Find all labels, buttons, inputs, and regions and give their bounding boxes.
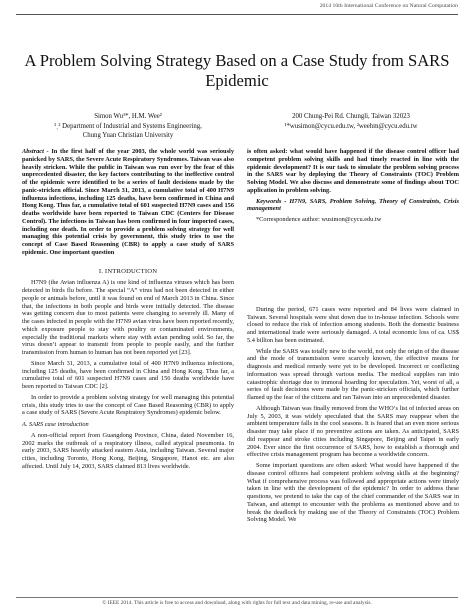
- address-line: 200 Chung-Pei Rd. Chungli, Taiwan 32023: [292, 113, 410, 120]
- author-affiliation-right: [246, 112, 456, 131]
- section-introduction-heading: I. INTRODUCTION: [98, 267, 158, 275]
- correspondence-note: *Correspondence author: wusimon@cycu.edu.tw: [256, 216, 382, 223]
- paper-title: A Problem Solving Strategy Based on a Case Study from SARS Epidemic: [24, 51, 450, 90]
- sars-paragraph-1: A non-official report from Guangdong Province, China, dated November 16, 2002 marks the outbreak of a respiratory illness, called atypical pneumonia. In early 2003, SARS heavily attacked eastern Asia, including Taiwan. Several major cities, including Toronto, Hong Kong, Beijing, Singapore, Hanoi etc. are also affected. Until July 14, 2003, SARS claimed 813 lives worldwide.: [22, 431, 234, 470]
- author-affiliation-left: [22, 112, 234, 141]
- author-names: Simon Wu¹*, H.M. Wee²: [94, 113, 162, 120]
- intro-paragraph-1: H7N9 (the Avian influenza A) is one kind of influenza viruses which has been detected in birds flu before. The special “A” virus had not been detected in either people or animals before, until it was found on end of March 2013 in China. Since that, the infections in both people and birds were initially detected. The disease was getting concern due to most patients were changing to severely ill. Many of the cases infected in people with the H7N9 avian virus have been reported recently, which exposure people to stay with poultry or contaminated environments, especially the traditional markets where stay with avian pending sold. So far, the virus doesn’t appear to transmit from people to people easily, and the further transmission from human to human has not been reported yet [23].: [22, 279, 234, 356]
- abstract-continued: is often asked: what would have happened if the disease control officer had competent problem solving skills and had timely reacted in line with the epidemic development? It is our task to simulate the problem solving process in the SARS war by deploying the Theory of Constraints (TOC) Problem Solving Model. We also discuss and demonstrate some of findings about TOC application in problem solving.: [247, 148, 459, 194]
- column-spacer: [247, 227, 459, 306]
- conference-header: 2014 10th International Conference on Natural Computation: [319, 3, 458, 9]
- abstract: [22, 148, 234, 257]
- intro-paragraph-3: In order to provide a problem solving strategy for well managing this potential crisis, this study tries to use the concept of Case Based Reasoning (CBR) to apply a case study of SARS (Severe Acute Respiratory Syndromes) epidemic below.: [22, 393, 234, 417]
- copyright-footer: © IEEE 2014. This article is free to access and download, along with rights for full text and data mining, re-use and analysis.: [102, 600, 372, 606]
- right-column: [247, 148, 459, 527]
- right-paragraph-1: During the period, 671 cases were reported and 84 lives were claimed in Taiwan. Several hospitals were shut down due to in-house infection. Schools were closed to reduce the risk of infection among students. Both the domestic business and international trade were seriously damaged. A total economic loss of ca. US$ 5.4 billion has been estimated.: [247, 305, 459, 344]
- left-column: [22, 148, 234, 474]
- email-line: ¹*wusimon@cycu.edu.tw, ²weehm@cycu.edu.tw: [284, 122, 418, 130]
- department-line: ¹ˎ² Department of Industrial and Systems Engineering,: [54, 122, 202, 130]
- abstract-text: - In the first half of the year 2003, the whole world was seriously panicked by SARS, the Severe Acute Respiratory Syndromes. Taiwan was also heavily stricken. While the public in Taiwan was run over by the fear of this unprecedented disaster, the key factors contributing to the ineffective control of the epidemic were identified to be a series of fault decisions made by the panic-stricken official. Since March 31, 2013, a cumulative total of 400 H7N9 influenza infections, including 125 deaths, have been confirmed in China and Hong Kong. Thus far, a cumulative total of 601 suspected H7N9 cases and 156 deaths worldwide have been reported to Taiwan CDC (Centers for Disease Control). The infections in Taiwan has been confirmed in four imported cases, including one death. In order to provide a problem solving strategy for well managing this potential crisis by government, this study tries to use the concept of Case Based Reasoning (CBR) to apply a case study of SARS epidemic. One important question: [22, 148, 234, 256]
- right-paragraph-3: Although Taiwan was finally removed from the WHO’s list of infected areas on July 5, 2003, it was widely speculated that the SARS may reappear when the ambient temperature falls in the cool seasons. It is feared that an even more serious disaster may take place if no preventive actions are taken. As anticipated, SARS did reappear and stroke cities including Singapore, Beijing and Taipei in early 2004. Ever since the first occurrence of SARS, how to establish a thorough and effective crisis management program has become a worldwide concern.: [247, 404, 459, 459]
- intro-paragraph-2: Since March 31, 2013, a cumulative total of 400 H7N9 influenza infections, including 125 deaths, have been confirmed in China and Hong Kong. Thus far, a cumulative total of 601 suspected H7N9 cases and 156 deaths worldwide have been reported to Taiwan CDC [2].: [22, 359, 234, 390]
- right-paragraph-4: Some important questions are often asked: What would have happened if the disease control officers had competent problem solving skills at the beginning? What if comprehensive process was followed and appropriate actions were timely taken in line with the development of the epidemic? In order to address these questions, we pretend to take the cap of the chief commander of the SARS war in Taiwan, and attempt to encounter with the problems as mentioned above and to break the deadlock by making use of the Theory of Constraints (TOC) Problem Solving Model. We: [247, 462, 459, 524]
- subsection-sars-heading: A. SARS case introduction: [22, 421, 89, 428]
- footer-rule: [16, 597, 458, 598]
- right-paragraph-2: While the SARS was totally new to the world, not only the origin of the disease and the mode of transmission were scarcely known, the effective means for diagnosis and medical remedy were yet to be developed. Incorrect or conflicting information was spread through various media. The medical supplies ran into catastrophic shortage due to immoral hoarding for speculation. Yet, worst of all, a series of fault decisions were made by the panic-stricken officials, which further flamed up the fear of the citizens and ran Taiwan into an unprecedented disaster.: [247, 347, 459, 401]
- keywords: Keywords - H7N9, SARS, Problem Solving, Theory of Constraints, Crisis management: [247, 197, 459, 213]
- university-line: Chung Yuan Christian University: [82, 132, 174, 139]
- abstract-lead: Abstract: [22, 148, 44, 155]
- header-rule: [16, 14, 458, 15]
